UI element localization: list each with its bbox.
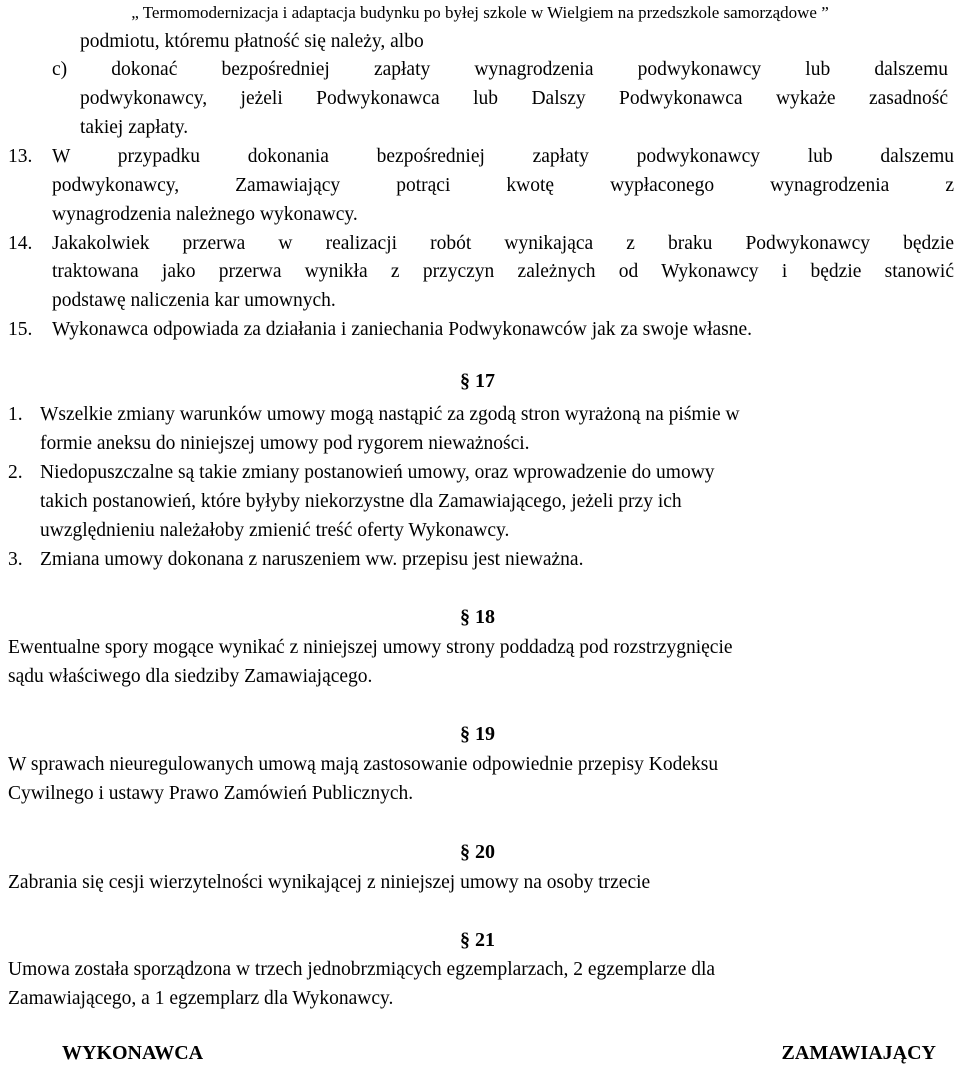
- cont-line-2: c) dokonać bezpośredniej zapłaty wynagrodzenia podwykonawcy lub dalszemu: [52, 59, 948, 80]
- p13-line-1: W przypadku dokonania bezpośredniej zapłaty podwykonawcy lub dalszemu: [52, 146, 954, 167]
- s17-item-2-number: 2.: [8, 462, 23, 483]
- p14-line-1: Jakakolwiek przerwa w realizacji robót wynikająca z braku Podwykonawcy będzie: [52, 233, 954, 254]
- section-18-heading: § 18: [460, 606, 495, 628]
- s21-line-1: Umowa została sporządzona w trzech jednobrzmiących egzemplarzach, 2 egzemplarze dla: [8, 959, 716, 980]
- p15-number: 15.: [8, 319, 33, 340]
- signature-employer: ZAMAWIAJĄCY: [781, 1042, 936, 1064]
- p14-line-2: traktowana jako przerwa wynikła z przyczyn zależnych od Wykonawcy i będzie stanowić: [52, 261, 954, 282]
- p13-line-3: wynagrodzenia należnego wykonawcy.: [52, 204, 358, 225]
- p15-text: Wykonawca odpowiada za działania i zaniechania Podwykonawców jak za swoje własne.: [52, 319, 753, 340]
- section-17-heading: § 17: [460, 370, 495, 392]
- s18-line-1: Ewentualne spory mogące wynikać z niniejszej umowy strony poddadzą pod rozstrzygnięcie: [8, 637, 733, 658]
- s17-item-1-line-1: Wszelkie zmiany warunków umowy mogą nastąpić za zgodą stron wyrażoną na piśmie w: [40, 404, 740, 425]
- signature-contractor: WYKONAWCA: [62, 1042, 204, 1064]
- document-header: „ Termomodernizacja i adaptacja budynku po byłej szkole w Wielgiem na przedszkole samorządowe ”: [131, 3, 829, 22]
- s17-item-2-line-3: uwzględnieniu należałoby zmienić treść oferty Wykonawcy.: [40, 520, 510, 541]
- cont-line-1: podmiotu, któremu płatność się należy, albo: [80, 31, 424, 52]
- section-21-heading: § 21: [460, 929, 495, 951]
- p14-number: 14.: [8, 233, 33, 254]
- s20-line-1: Zabrania się cesji wierzytelności wynikającej z niniejszej umowy na osoby trzecie: [8, 872, 651, 893]
- s17-item-2-line-1: Niedopuszczalne są takie zmiany postanowień umowy, oraz wprowadzenie do umowy: [40, 462, 715, 483]
- s17-item-2-line-2: takich postanowień, które byłyby niekorzystne dla Zamawiającego, jeżeli przy ich: [40, 491, 682, 512]
- s17-item-1-number: 1.: [8, 404, 23, 425]
- p13-line-2: podwykonawcy, Zamawiający potrąci kwotę wypłaconego wynagrodzenia z: [52, 175, 954, 196]
- cont-line-4: takiej zapłaty.: [80, 117, 189, 138]
- s17-item-3-number: 3.: [8, 549, 23, 570]
- p13-number: 13.: [8, 146, 33, 167]
- s17-item-3-line-1: Zmiana umowy dokonana z naruszeniem ww. przepisu jest nieważna.: [40, 549, 584, 570]
- section-20-heading: § 20: [460, 841, 495, 863]
- s19-line-1: W sprawach nieuregulowanych umową mają zastosowanie odpowiednie przepisy Kodeksu: [8, 754, 719, 775]
- s19-line-2: Cywilnego i ustawy Prawo Zamówień Publicznych.: [8, 783, 414, 804]
- cont-line-3: podwykonawcy, jeżeli Podwykonawca lub Dalszy Podwykonawca wykaże zasadność: [80, 88, 948, 109]
- s18-line-2: sądu właściwego dla siedziby Zamawiającego.: [8, 666, 373, 687]
- s17-item-1-line-2: formie aneksu do niniejszej umowy pod rygorem nieważności.: [40, 433, 530, 454]
- section-19-heading: § 19: [460, 723, 495, 745]
- s21-line-2: Zamawiającego, a 1 egzemplarz dla Wykonawcy.: [8, 988, 394, 1009]
- p14-line-3: podstawę naliczenia kar umownych.: [52, 290, 336, 311]
